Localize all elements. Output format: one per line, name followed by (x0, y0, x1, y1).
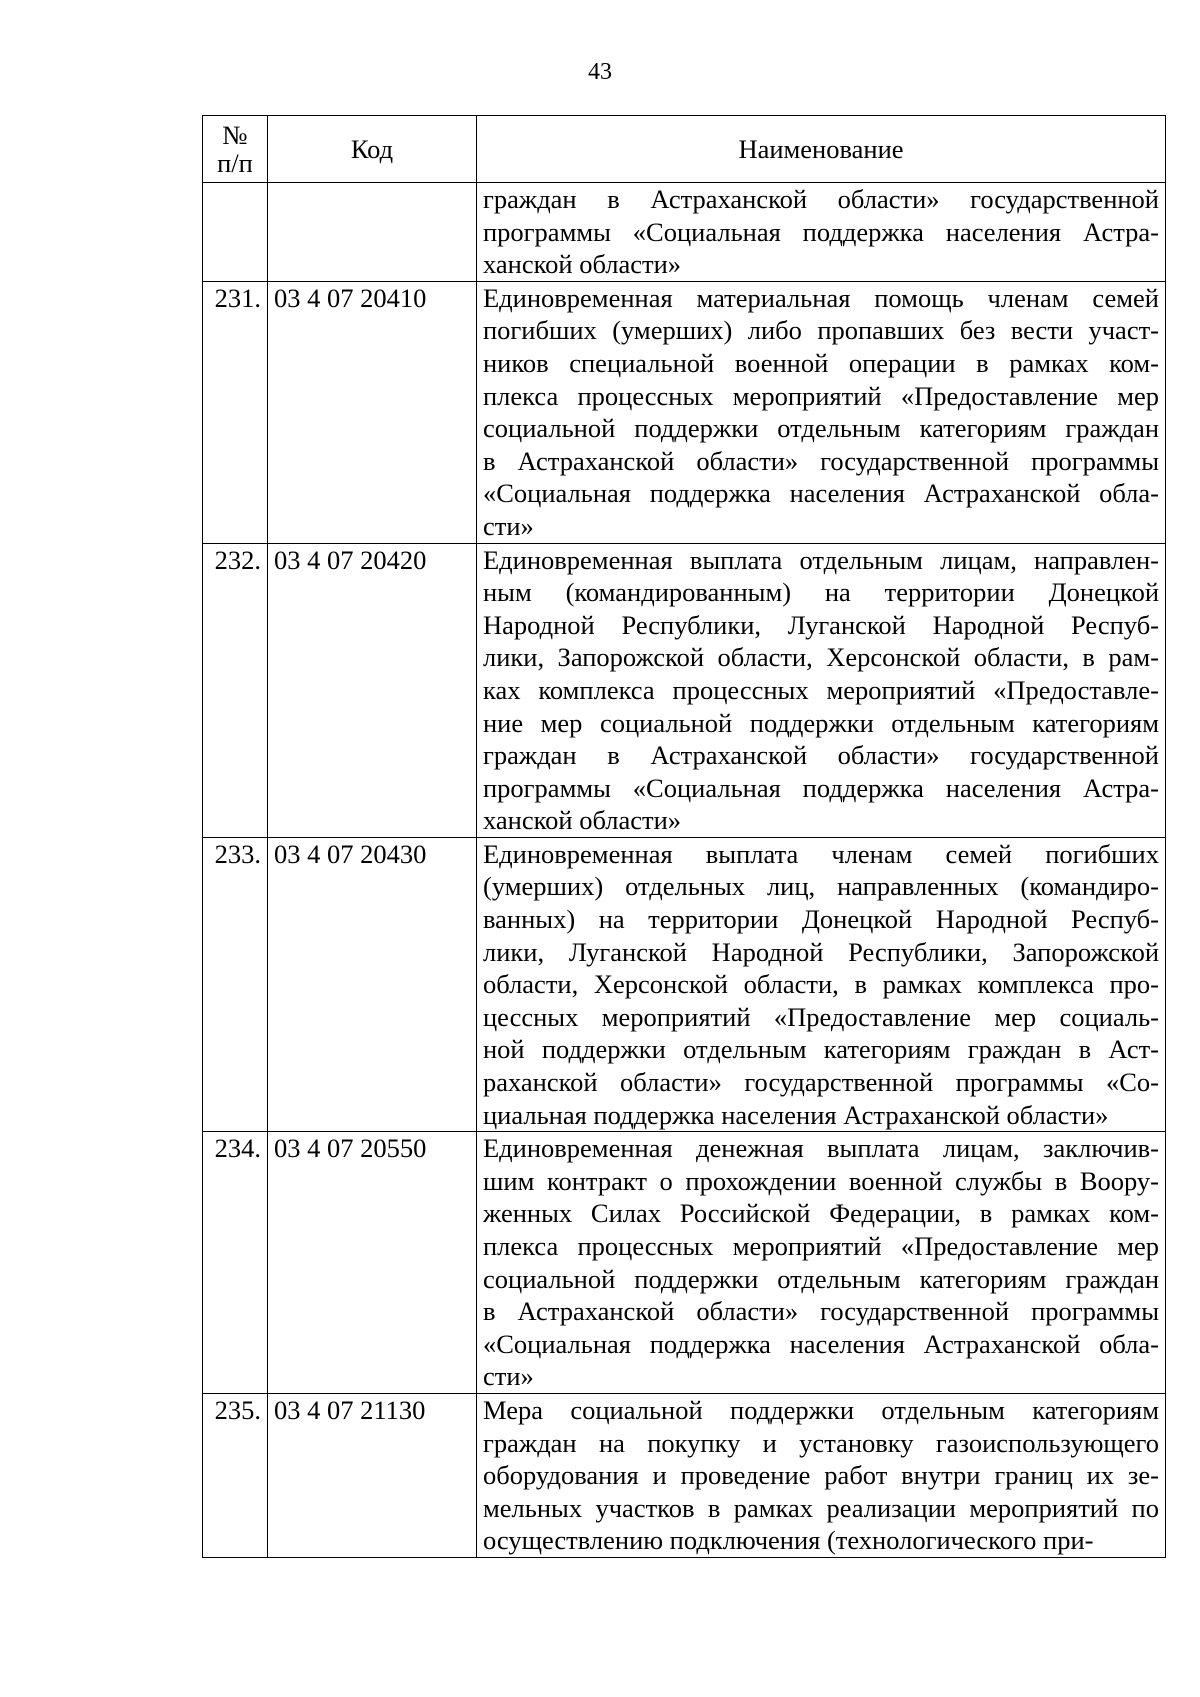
row-name (477, 1132, 1166, 1394)
name-line: погибших (умерших) либо пропавших без вести участ- (483, 315, 1159, 346)
header-name: Наименование (477, 116, 1166, 183)
row-name (477, 183, 1166, 282)
name-line: в Астраханской области» государственной программы (483, 445, 1159, 476)
budget-code-table (202, 115, 1166, 1558)
name-line: области, Херсонской области, в рамках комплекса про- (483, 969, 1159, 1000)
name-line: Единовременная выплата отдельным лицам, направлен- (483, 544, 1159, 575)
row-number: 231. (203, 281, 268, 543)
header-number-symbol: № (222, 120, 248, 150)
name-line: Единовременная выплата членам семей погибших (483, 838, 1159, 869)
header-number-abbrev: п/п (217, 148, 253, 178)
row-number: 235. (203, 1393, 268, 1557)
name-line: ханской области» (483, 805, 682, 836)
name-line: Единовременная материальная помощь членам семей (483, 282, 1159, 313)
row-code: 03 4 07 21130 (268, 1393, 477, 1557)
row-number: 234. (203, 1132, 268, 1394)
row-number: 233. (203, 837, 268, 1131)
name-line: (умерших) отдельных лиц, направленных (командиро- (483, 871, 1159, 902)
table-header-row (203, 116, 1166, 183)
row-name (477, 543, 1166, 837)
table-row (203, 1393, 1166, 1557)
name-line: шим контракт о прохождении военной службы в Воору- (483, 1165, 1159, 1196)
name-line: граждан в Астраханской области» государственной (483, 740, 1159, 771)
name-line: Народной Республики, Луганской Народной Респуб- (483, 609, 1159, 640)
name-line: мельных участков в рамках реализации мероприятий по (483, 1492, 1159, 1523)
name-line: ной поддержки отдельным категориям граждан в Аст- (483, 1034, 1159, 1065)
row-code: 03 4 07 20550 (268, 1132, 477, 1394)
name-line: Мера социальной поддержки отдельным категориям (483, 1394, 1159, 1425)
name-line: плекса процессных мероприятий «Предоставление мер (483, 380, 1159, 411)
name-line: ванных) на территории Донецкой Народной Респуб- (483, 904, 1159, 935)
name-line: осуществлению подключения (технологического при- (483, 1525, 1094, 1556)
name-line: цессных мероприятий «Предоставление мер социаль- (483, 1001, 1159, 1032)
table-row (203, 837, 1166, 1131)
name-line: граждан в Астраханской области» государственной (483, 184, 1159, 214)
name-line: раханской области» государственной программы «Со- (483, 1067, 1159, 1098)
name-line: в Астраханской области» государственной программы (483, 1296, 1159, 1327)
name-line: сти» (483, 1361, 534, 1392)
name-line: ние мер социальной поддержки отдельным категориям (483, 707, 1159, 738)
name-line: ным (командированным) на территории Донецкой (483, 577, 1159, 608)
row-name (477, 281, 1166, 543)
name-line: Единовременная денежная выплата лицам, заключив- (483, 1133, 1159, 1164)
name-line: «Социальная поддержка населения Астраханской обла- (483, 1328, 1159, 1359)
name-line: социальной поддержки отдельным категориям граждан (483, 1263, 1159, 1294)
row-name (477, 837, 1166, 1131)
name-line: ников специальной военной операции в рамках ком- (483, 347, 1159, 378)
page-number: 43 (588, 59, 612, 85)
row-number: 232. (203, 543, 268, 837)
name-line: плекса процессных мероприятий «Предоставление мер (483, 1231, 1159, 1261)
name-line: женных Силах Российской Федерации, в рамках ком- (483, 1198, 1159, 1229)
header-code: Код (268, 116, 477, 183)
name-line: программы «Социальная поддержка населения Астра- (483, 216, 1159, 247)
name-line: оборудования и проведение работ внутри границ их зе- (483, 1460, 1159, 1491)
row-code: 03 4 07 20430 (268, 837, 477, 1131)
table-row (203, 543, 1166, 837)
name-line: «Социальная поддержка населения Астраханской обла- (483, 478, 1159, 509)
name-line: сти» (483, 510, 534, 541)
table-row (203, 281, 1166, 543)
header-number (203, 116, 268, 183)
row-code: 03 4 07 20420 (268, 543, 477, 837)
table-row-continuation (203, 183, 1166, 282)
name-line: лики, Запорожской области, Херсонской области, в рам- (483, 642, 1159, 673)
row-code-empty (268, 183, 477, 282)
row-code: 03 4 07 20410 (268, 281, 477, 543)
row-number-empty (203, 183, 268, 282)
name-line: ханской области» (483, 249, 682, 280)
name-line: лики, Луганской Народной Республики, Запорожской (483, 936, 1159, 967)
name-line: социальной поддержки отдельным категориям граждан (483, 413, 1159, 444)
name-line: программы «Социальная поддержка населения Астра- (483, 772, 1159, 803)
name-line: ках комплекса процессных мероприятий «Предоставле- (483, 674, 1159, 705)
table-row (203, 1132, 1166, 1394)
name-line: граждан на покупку и установку газоиспользующего (483, 1427, 1159, 1458)
name-line: циальная поддержка населения Астраханской области» (483, 1099, 1109, 1130)
row-name (477, 1393, 1166, 1557)
